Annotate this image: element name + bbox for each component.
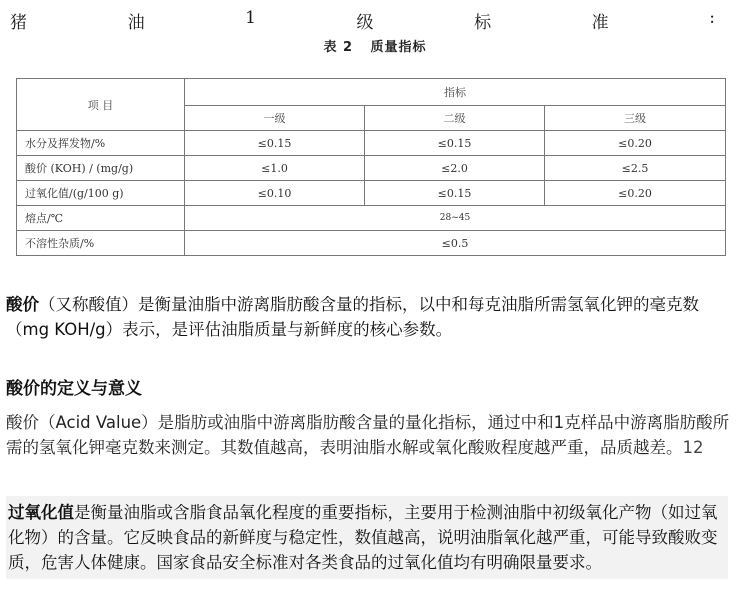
acid-value-text: （又称酸值）是衡量油脂中游离脂肪酸含量的指标，以中和每克油脂所需氢氧化钾的毫克数（mg KOH/g）表示，是评估油脂质量与新鲜度的核心参数。	[6, 295, 699, 339]
heading-char: 标	[474, 13, 492, 33]
heading-char: 油	[127, 13, 145, 33]
heading-char: 级	[356, 13, 374, 33]
row-value: ≤0.10	[185, 181, 365, 206]
table-row	[17, 206, 726, 231]
row-value: ≤0.15	[365, 181, 545, 206]
index-header: 指标	[185, 79, 726, 106]
row-item: 水分及挥发物/%	[17, 131, 185, 156]
quality-index-table	[16, 78, 726, 256]
peroxide-value-paragraph	[6, 496, 728, 579]
document-heading	[10, 8, 715, 33]
table-title: 质量指标	[370, 40, 427, 55]
row-value: ≤2.0	[365, 156, 545, 181]
table-row	[17, 181, 726, 206]
heading-char: 1	[245, 8, 256, 28]
table-header-row	[17, 79, 726, 106]
row-item: 过氧化值/(g/100 g)	[17, 181, 185, 206]
row-item: 酸价 (KOH) / (mg/g)	[17, 156, 185, 181]
row-value: ≤0.15	[185, 131, 365, 156]
row-value: ≤0.20	[545, 131, 726, 156]
row-value: ≤2.5	[545, 156, 726, 181]
row-value: ≤0.20	[545, 181, 726, 206]
row-value: ≤0.15	[365, 131, 545, 156]
acid-value-keyword: 酸价	[6, 295, 39, 314]
grade-header: 二级	[365, 106, 545, 131]
row-merged-value: 28~45	[185, 206, 726, 231]
reference-number: 12	[682, 438, 704, 457]
definition-paragraph	[6, 410, 730, 460]
heading-char: :	[709, 8, 715, 28]
section-title: 酸价的定义与意义	[6, 379, 142, 399]
grade-header: 三级	[545, 106, 726, 131]
table-caption	[0, 36, 750, 55]
grade-header: 一级	[185, 106, 365, 131]
row-item: 不溶性杂质/%	[17, 231, 185, 256]
row-item: 熔点/℃	[17, 206, 185, 231]
heading-char: 猪	[10, 13, 27, 33]
table-number: 表 2	[323, 40, 354, 55]
table-row	[17, 156, 726, 181]
item-header: 项 目	[17, 79, 185, 131]
table-row	[17, 231, 726, 256]
row-value: ≤1.0	[185, 156, 365, 181]
acid-value-paragraph	[6, 292, 730, 342]
peroxide-value-keyword: 过氧化值	[8, 503, 74, 522]
definition-text: 酸价（Acid Value）是脂肪或油脂中游离脂肪酸含量的量化指标，通过中和1克样品中游离脂肪酸所需的氢氧化钾毫克数来测定。其数值越高，表明油脂水解或氧化酸败程度越严重，品质越差。	[6, 413, 730, 457]
peroxide-value-text: 是衡量油脂或含脂食品氧化程度的重要指标，主要用于检测油脂中初级氧化产物（如过氧化物）的含量。它反映食品的新鲜度与稳定性，数值越高，说明油脂氧化越严重，可能导致酸败变质，危害人体健康。国家食品安全标准对各类食品的过氧化值均有明确限量要求。	[8, 503, 718, 572]
table-row	[17, 131, 726, 156]
heading-char: 准	[591, 13, 609, 33]
row-merged-value: ≤0.5	[185, 231, 726, 256]
